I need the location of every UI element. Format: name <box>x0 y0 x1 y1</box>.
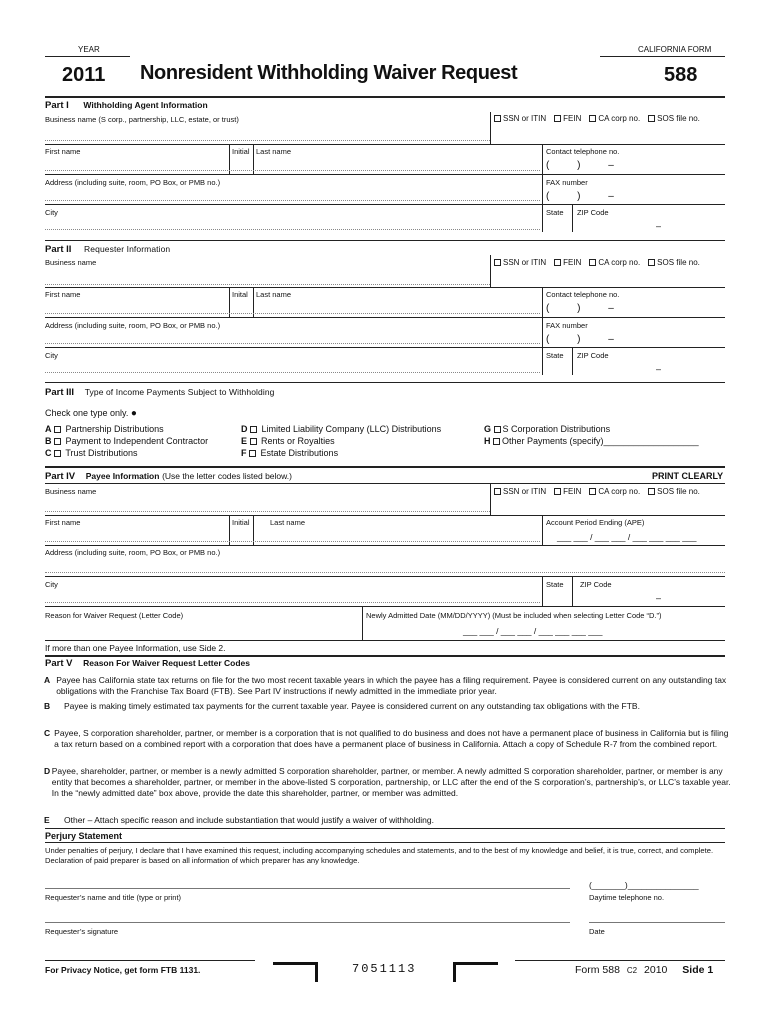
p4-reason-code-label: Reason for Waiver Request (Letter Code) <box>45 611 184 620</box>
form-label: CALIFORNIA FORM <box>638 45 712 54</box>
date-input[interactable] <box>589 922 725 923</box>
p4-initial-label: Initial <box>232 518 250 527</box>
p4-div-7 <box>362 606 363 640</box>
p4-cacorp-check[interactable] <box>589 487 640 496</box>
p1-cacorp-check[interactable] <box>589 114 640 123</box>
reason-b-text: Payee is making timely estimated tax payments for the current taxable year. Payee is considered current on any outstanding tax obligations with the FTB. <box>64 701 640 711</box>
part3-heading <box>45 387 275 398</box>
part1-number: Part I <box>45 100 69 111</box>
p2-fein-label: FEIN <box>563 258 582 267</box>
requester-signature-label: Requester’s signature <box>45 927 119 936</box>
p4-fein-label: FEIN <box>563 487 582 496</box>
p4-reason-code-input[interactable] <box>45 622 362 640</box>
p5-rule <box>45 828 725 829</box>
requester-signature-input[interactable] <box>45 922 570 923</box>
checkbox-icon <box>494 488 501 495</box>
p4-divider <box>490 483 491 515</box>
option-e-label: Rents or Royalties <box>261 436 335 446</box>
p4-rule-0 <box>45 483 725 484</box>
form-title: Nonresident Withholding Waiver Request <box>140 62 518 84</box>
option-h[interactable]: H Other Payments (specify)___________________ <box>484 436 699 446</box>
option-f[interactable]: F Estate Distributions <box>241 448 339 458</box>
option-g[interactable]: G S Corporation Distributions <box>484 424 611 434</box>
footer-form: Form 588 <box>575 964 620 976</box>
option-c-label: Trust Distributions <box>65 448 138 458</box>
p1-sos-check[interactable] <box>648 114 700 123</box>
p1-initial-label: Initial <box>232 147 250 156</box>
p1-fax-input[interactable]: ( ) – <box>546 191 614 202</box>
p1-bottom-rule <box>45 240 725 241</box>
checkbox-icon <box>589 488 596 495</box>
p1-first-name-label: First name <box>45 147 81 156</box>
checkbox-icon <box>554 488 561 495</box>
checkbox-icon <box>589 259 596 266</box>
perjury-rule <box>45 842 725 843</box>
p1-div-4 <box>542 144 543 232</box>
p4-name-input[interactable] <box>45 541 540 542</box>
footer-left-rule <box>45 960 255 961</box>
form-underline <box>600 56 725 57</box>
p2-rule-2 <box>45 317 725 318</box>
p1-fein-label: FEIN <box>563 114 582 123</box>
p1-city-label: City <box>45 208 58 217</box>
p2-div-5 <box>572 347 573 375</box>
p4-ape-label: Account Period Ending (APE) <box>546 518 645 527</box>
header-rule <box>45 96 725 98</box>
p1-city-input[interactable] <box>45 229 540 230</box>
part4-title: Payee Information <box>85 471 160 481</box>
daytime-phone-label: Daytime telephone no. <box>589 893 665 902</box>
p1-phone-label: Contact telephone no. <box>546 147 620 156</box>
p4-sos-check[interactable] <box>648 487 700 496</box>
p2-sos-check[interactable] <box>648 258 700 267</box>
p4-div-6 <box>572 576 573 606</box>
p2-ssn-check[interactable] <box>494 258 546 267</box>
part5-heading <box>45 658 250 669</box>
p4-admitted-date-input[interactable]: ___ ___ / ___ ___ / ___ ___ ___ ___ <box>463 626 603 636</box>
part3-col-2 <box>241 423 441 459</box>
reason-e <box>44 815 734 826</box>
p4-rule-4 <box>45 606 725 607</box>
checkbox-icon <box>589 115 596 122</box>
p1-business-name-input[interactable] <box>45 140 490 141</box>
reason-e-text: Other – Attach specific reason and include substantiation that would justify a waiver of withholding. <box>64 815 434 825</box>
p4-address-label: Address (including suite, room, PO Box, or PMB no.) <box>45 548 221 557</box>
p2-city-label: City <box>45 351 58 360</box>
part2-title: Requester Information <box>84 244 171 254</box>
part3-instruction-text: Check one type only. <box>45 408 129 418</box>
part1-heading <box>45 100 208 111</box>
year-underline <box>45 56 130 57</box>
checkbox-icon <box>54 426 61 433</box>
p2-city-input[interactable] <box>45 372 540 373</box>
checkbox-icon <box>494 259 501 266</box>
p1-business-name-label: Business name (S corp., partnership, LLC, estate, or trust) <box>45 115 239 124</box>
reason-a-letter: A <box>44 675 51 685</box>
reason-d-letter: D <box>44 766 51 776</box>
part4-number: Part IV <box>45 471 76 482</box>
option-b-label: Payment to Independent Contractor <box>65 436 209 446</box>
p2-bottom-rule <box>45 382 725 383</box>
checkbox-icon <box>554 115 561 122</box>
p2-div-4 <box>542 287 543 375</box>
p2-last-name-label: Last name <box>256 290 292 299</box>
p2-phone-label: Contact telephone no. <box>546 290 620 299</box>
p4-last-name-label: Last name <box>270 518 306 527</box>
p1-state-label: State <box>546 208 564 217</box>
p1-name-input[interactable] <box>45 170 540 171</box>
p2-phone-input[interactable]: ( ) – <box>546 303 614 314</box>
p2-address-label: Address (including suite, room, PO Box, or PMB no.) <box>45 321 221 330</box>
part5-title: Reason For Waiver Request Letter Codes <box>83 658 251 668</box>
p1-fax-label: FAX number <box>546 178 588 187</box>
checkbox-icon <box>648 488 655 495</box>
p2-fax-input[interactable]: ( ) – <box>546 334 614 345</box>
p4-id-checks <box>494 487 708 497</box>
p2-sos-label: SOS file no. <box>657 258 700 267</box>
checkbox-icon <box>250 426 257 433</box>
p1-zip-label: ZIP Code <box>577 208 609 217</box>
p1-ssn-label: SSN or ITIN <box>503 114 547 123</box>
checkbox-icon <box>250 438 257 445</box>
p4-bottom-rule <box>45 655 725 657</box>
p4-rule-3 <box>45 576 725 577</box>
part3-col-3 <box>484 423 699 447</box>
option-c[interactable]: C Trust Distributions <box>45 448 138 458</box>
part3-col-1 <box>45 423 208 459</box>
p4-state-label: State <box>546 580 564 589</box>
p4-sos-label: SOS file no. <box>657 487 700 496</box>
checkbox-icon <box>554 259 561 266</box>
p4-ape-input[interactable]: ___ ___ / ___ ___ / ___ ___ ___ ___ <box>557 532 697 542</box>
p1-fein-check[interactable] <box>554 114 581 123</box>
p2-name-input[interactable] <box>45 313 540 314</box>
requester-name-label: Requester’s name and title (type or print) <box>45 893 182 902</box>
option-a[interactable]: A Partnership Distributions <box>45 424 164 434</box>
footer-year: 2010 <box>644 964 668 976</box>
part5-number: Part V <box>45 658 73 669</box>
p1-address-input[interactable] <box>45 200 540 201</box>
p4-ssn-check[interactable] <box>494 487 546 496</box>
p1-zip-input[interactable]: – <box>656 221 662 231</box>
p1-rule-1 <box>45 144 725 145</box>
p2-rule-1 <box>45 287 725 288</box>
perjury-text: Under penalties of perjury, I declare that I have examined this request, including accompanying schedules and statements, and to the best of my knowledge and belief, it is true, correct, and complete. Declaration of paid preparer is based on all information of which preparer has any knowledge. <box>45 846 714 865</box>
reason-b <box>44 701 734 712</box>
reason-c-text: Payee, S corporation shareholder, partner, or member is a corporation that is not qualified to do business and does not have a permanent place of business in California but is filing a tax return based on a combined report with a corporation that does have a permanent place of business in California. Attach a copy of Schedule R-7 from the combined report. <box>54 728 729 749</box>
p4-first-name-label: First name <box>45 518 81 527</box>
p1-ssn-check[interactable] <box>494 114 546 123</box>
checkbox-icon <box>494 426 501 433</box>
reason-e-letter: E <box>44 815 50 825</box>
p2-business-name-input[interactable] <box>45 284 490 285</box>
p4-div-5 <box>542 576 543 606</box>
p2-divider <box>490 255 491 287</box>
part2-number: Part II <box>45 244 72 255</box>
scan-mark-left <box>273 962 318 982</box>
date-label: Date <box>589 927 605 936</box>
p4-business-name-label: Business name <box>45 487 97 496</box>
option-e[interactable]: E Rents or Royalties <box>241 436 335 446</box>
p4-city-input[interactable] <box>45 602 540 603</box>
p1-cacorp-label: CA corp no. <box>598 114 641 123</box>
checkbox-icon <box>54 450 61 457</box>
p2-id-checks <box>494 258 708 268</box>
scan-mark-right <box>453 962 498 982</box>
p4-div-4 <box>542 515 543 545</box>
option-f-label: Estate Distributions <box>260 448 339 458</box>
checkbox-icon <box>648 115 655 122</box>
form-year: 2011 <box>62 64 106 86</box>
p3-bottom-rule <box>45 466 725 468</box>
print-clearly: PRINT CLEARLY <box>652 471 724 481</box>
option-d[interactable]: D Limited Liability Company (LLC) Distributions <box>241 424 442 434</box>
footer-c2: C2 <box>626 966 638 975</box>
p1-rule-3 <box>45 204 725 205</box>
p4-admitted-date-label: Newly Admitted Date (MM/DD/YYYY) (Must be included when selecting Letter Code “D.”) <box>366 611 662 620</box>
p4-fein-check[interactable] <box>554 487 581 496</box>
checkbox-icon <box>494 115 501 122</box>
reason-d-text: Payee, shareholder, partner, or member is a newly admitted S corporation shareholder, partner, or member. A newly admitted S corporation shareholder, partner, or member is any entity that becomes a shareholder, partner, or member in the above-listed S corporation, partnership, or LLC after the end of the S corporation’s, partnership’s, or LLC’s taxable year. In the “newly admitted date” box above, provide the date this shareholder, partner, or member was admitted. <box>51 766 731 798</box>
p1-div-5 <box>572 204 573 232</box>
checkbox-icon <box>249 450 256 457</box>
daytime-phone-input[interactable]: (_______)_______________ <box>589 880 699 890</box>
p2-cacorp-check[interactable] <box>589 258 640 267</box>
part4-subtitle: (Use the letter codes listed below.) <box>162 471 293 481</box>
privacy-notice: For Privacy Notice, get form FTB 1131. <box>45 965 201 975</box>
option-b[interactable]: B Payment to Independent Contractor <box>45 436 209 446</box>
part3-title: Type of Income Payments Subject to Withholding <box>84 387 275 397</box>
reason-a-text: Payee has California state tax returns on file for the two most recent taxable years in which the payee has a filing requirement. Payee is considered current on any outstanding tax obligations with the Franchise Tax Board (FTB). See Part IV instructions if newly admitted in the immediate prior year. <box>56 675 727 696</box>
p4-business-name-input[interactable] <box>45 511 490 512</box>
more-payees-note: If more than one Payee Information, use Side 2. <box>45 643 226 653</box>
option-a-label: Partnership Distributions <box>65 424 164 434</box>
form-code: 7051113 <box>352 962 417 976</box>
p2-zip-input[interactable]: – <box>656 364 662 374</box>
reason-c-letter: C <box>44 728 51 738</box>
p1-id-checks <box>494 114 708 124</box>
footer-side: Side 1 <box>682 964 714 976</box>
part3-instruction <box>45 408 137 419</box>
part2-heading <box>45 244 170 255</box>
p4-cacorp-label: CA corp no. <box>598 487 641 496</box>
reason-d <box>44 766 734 799</box>
p2-fein-check[interactable] <box>554 258 581 267</box>
p2-zip-label: ZIP Code <box>577 351 609 360</box>
p4-city-label: City <box>45 580 58 589</box>
reason-c <box>44 728 734 750</box>
form-number: 588 <box>664 64 698 86</box>
p2-first-name-label: First name <box>45 290 81 299</box>
p4-address-input[interactable] <box>45 572 725 573</box>
p1-phone-input[interactable]: ( ) – <box>546 160 614 171</box>
p2-address-input[interactable] <box>45 343 540 344</box>
part4-heading <box>45 471 292 482</box>
p4-rule-1 <box>45 515 725 516</box>
reason-b-letter: B <box>44 701 51 711</box>
p4-ssn-label: SSN or ITIN <box>503 487 547 496</box>
p2-state-label: State <box>546 351 564 360</box>
option-d-label: Limited Liability Company (LLC) Distributions <box>261 424 442 434</box>
p1-last-name-label: Last name <box>256 147 292 156</box>
p2-business-name-label: Business name <box>45 258 97 267</box>
p1-rule-2b <box>542 174 725 175</box>
part1-title: Withholding Agent Information <box>83 100 208 110</box>
footer-form-id <box>575 964 713 976</box>
p1-divider <box>490 112 491 144</box>
p4-zip-input[interactable]: – <box>656 593 662 603</box>
p4-rule-2 <box>45 545 725 546</box>
option-h-label: Other Payments (specify)___________________ <box>502 436 699 446</box>
requester-name-input[interactable] <box>45 888 570 889</box>
perjury-title: Perjury Statement <box>45 831 123 841</box>
p4-zip-label: ZIP Code <box>580 580 612 589</box>
option-g-label: S Corporation Distributions <box>502 424 611 434</box>
p2-initial-label: Inital <box>232 290 248 299</box>
year-label: YEAR <box>78 45 100 54</box>
checkbox-icon <box>493 438 500 445</box>
p2-rule-3 <box>45 347 725 348</box>
part3-number: Part III <box>45 387 75 398</box>
footer-right-rule <box>515 960 725 961</box>
checkbox-icon <box>648 259 655 266</box>
p2-cacorp-label: CA corp no. <box>598 258 641 267</box>
checkbox-icon <box>54 438 61 445</box>
p1-sos-label: SOS file no. <box>657 114 700 123</box>
p2-ssn-label: SSN or ITIN <box>503 258 547 267</box>
p2-fax-label: FAX number <box>546 321 588 330</box>
bullet-icon: ● <box>130 408 137 419</box>
p1-rule-2 <box>45 174 542 175</box>
p4-rule-5 <box>45 640 725 641</box>
reason-a <box>44 675 734 697</box>
p1-address-label: Address (including suite, room, PO Box, or PMB no.) <box>45 178 221 187</box>
